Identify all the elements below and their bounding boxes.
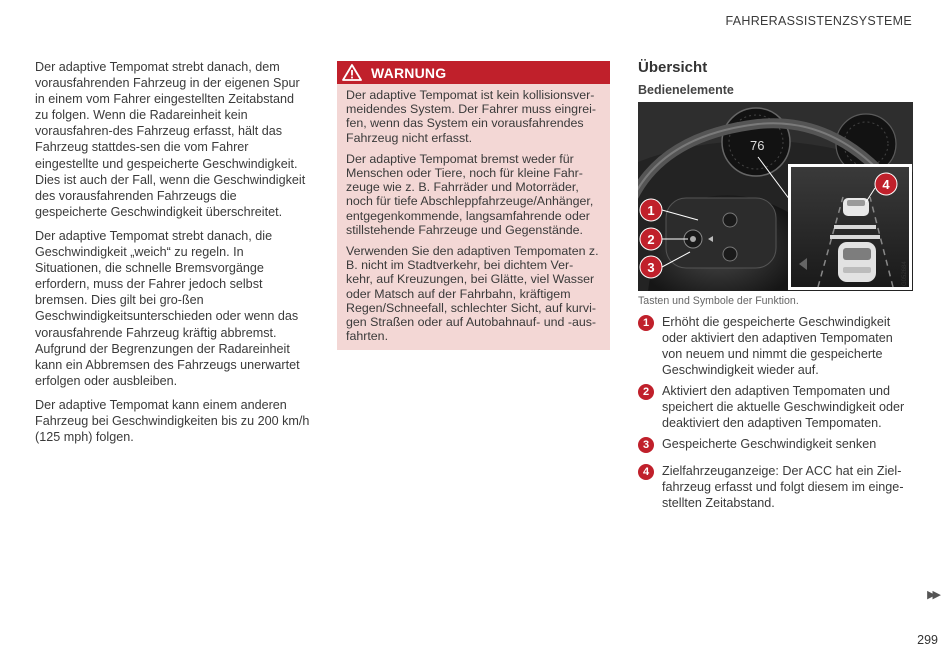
callout-2 (640, 228, 662, 250)
item-number-badge: 3 (638, 437, 654, 453)
controls-illustration (638, 102, 913, 291)
list-item (638, 436, 913, 452)
overview-column (638, 59, 913, 100)
figure-caption: Tasten und Symbole der Funktion. (638, 295, 799, 307)
target-vehicle-icon (843, 198, 869, 216)
warning-body (337, 84, 610, 343)
warning-paragraph: Der adaptive Tempomat bremst weder für Menschen oder Tiere, noch für kleine Fahr-zeuge wie z. B. Fahrräder und Motorräder, noch für tiefe Abschleppfahrzeuge/Anhänger, entgegenkommende, langsamfahrende oder stillstehende Fahrzeuge und Gegenstände. (346, 151, 594, 237)
speed-readout: 76 (750, 138, 765, 153)
warning-box (337, 61, 610, 350)
callout-1 (640, 199, 662, 221)
item-text: Gespeicherte Geschwindigkeit senken (662, 437, 877, 451)
callout-3 (640, 256, 662, 278)
intro-column (35, 59, 310, 453)
warning-header (337, 61, 610, 84)
callout-4 (875, 173, 897, 195)
item-text: Zielfahrzeuganzeige: Der ACC hat ein Ziel-fahrzeug erfasst und folgt diesem im einge-stellten Zeitabstand. (662, 464, 904, 510)
svg-text:4: 4 (882, 177, 890, 192)
list-item (638, 463, 913, 511)
list-item (638, 383, 913, 431)
paragraph: Der adaptive Tempomat strebt danach, dem vorausfahrenden Fahrzeug in der eigenen Spur in einem vom Fahrer eingestellten Zeitabstand zu folgen. Wenn die Radareinheit kein vorausfahren-des Fahrzeug erfasst, hält das Fahrzeug stattdes-sen die vom Fahrer eingestellte und gespeicherte Geschwindigkeit. Dies ist auch der Fall, wenn die Geschwindigkeit des vorausfahrenden Fahrzeugs die gespeicherte Geschwindigkeit überschreitet. (35, 60, 306, 219)
controls-subheading: Bedienelemente (638, 83, 734, 97)
paragraph: Der adaptive Tempomat strebt danach, die Geschwindigkeit „weich“ zu regeln. In Situationen, die schnelle Bremsvorgänge erfordern, muss der Fahrer jedoch selbst bremsen. Dies gilt bei gro-ßen Geschwindigkeitsunterschieden oder wenn das vorausfahrende Fahrzeug kräftig abbremst. Aufgrund der Begrenzungen der Radareinheit kann ein Abbremsen des Fahrzeugs unerwartet erfolgen oder ausbleiben. (35, 228, 300, 388)
item-text: Erhöht die gespeicherte Geschwindigkeit oder aktiviert den adaptiven Tempomaten von neuem und nimmt die gespeicherte Geschwindigkeit wieder auf. (662, 315, 893, 377)
next-page-arrows-icon[interactable]: ▶▶ (927, 589, 938, 601)
warning-triangle-icon (342, 64, 362, 81)
item-number-badge: 4 (638, 464, 654, 480)
steering-button-cluster (666, 198, 776, 268)
item-number-badge: 1 (638, 315, 654, 331)
page-number: 299 (917, 633, 938, 647)
warning-paragraph: Der adaptive Tempomat ist kein kollisionsver-meidendes System. Der Fahrer muss eingrei-fen, wenn das System ein vorausfahrendes Fahrzeug nicht erfasst. (346, 88, 596, 145)
own-vehicle-icon (838, 242, 876, 282)
svg-text:3: 3 (647, 260, 655, 275)
warning-title: WARNUNG (371, 64, 447, 81)
overview-heading: Übersicht (638, 59, 708, 76)
svg-text:2: 2 (647, 232, 655, 247)
svg-text:1: 1 (647, 203, 655, 218)
paragraph: Der adaptive Tempomat kann einem anderen Fahrzeug bei Geschwindigkeiten bis zu 200 km/h (125 mph) folgen. (35, 397, 310, 445)
item-text: Aktiviert den adaptiven Tempomaten und speichert die aktuelle Geschwindigkeit oder deaktiviert den adaptiven Tempomaten. (662, 384, 905, 430)
image-code: G052684 (902, 261, 908, 286)
list-item (638, 314, 913, 378)
warning-paragraph: Verwenden Sie den adaptiven Tempomaten z. B. nicht im Stadtverkehr, bei dichtem Ver-kehr, auf Kreuzungen, bei Glätte, viel Wasser oder Matsch auf der Fahrbahn, kräftigem Regen/Schneefall, schlechter Sicht, auf kurvi-gen Straßen oder auf Autobahnauf- und -aus-fahrten. (346, 244, 599, 344)
controls-list (638, 314, 913, 511)
section-header: FAHRERASSISTENZSYSTEME (725, 14, 912, 28)
item-number-badge: 2 (638, 384, 654, 400)
